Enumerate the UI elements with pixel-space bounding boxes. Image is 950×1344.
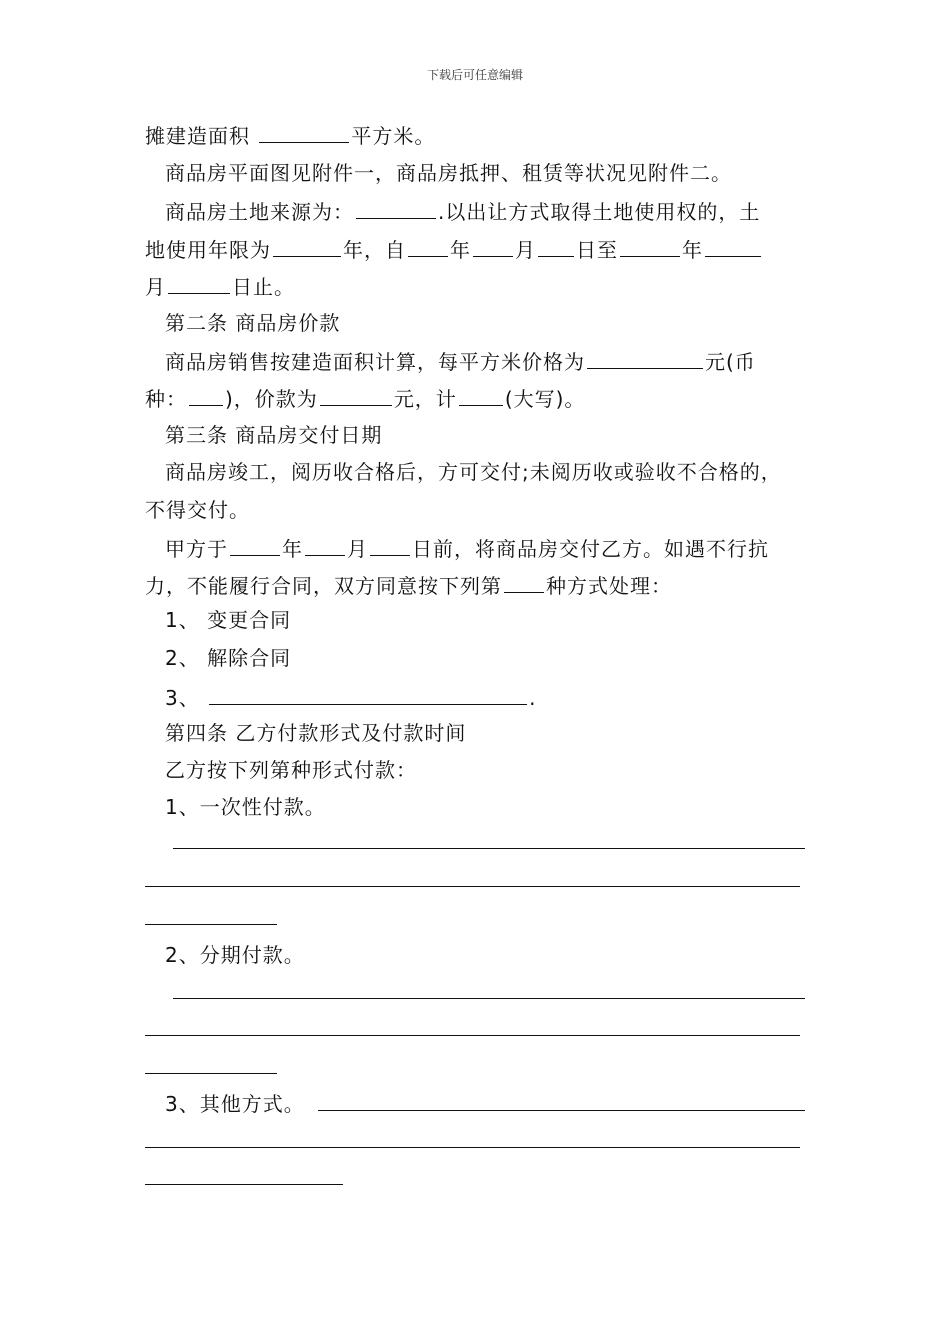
- blank-line[interactable]: [318, 1110, 805, 1111]
- text-line: 商品房竣工，阅历收合格后，方可交付;未阅历收或验收不合格的，: [165, 460, 782, 484]
- text-line: 地使用年限为 年，自 年 月 日至 年: [145, 236, 763, 262]
- blank-line[interactable]: [145, 886, 800, 887]
- blank-line[interactable]: [145, 1035, 800, 1036]
- payment-option: 2、分期付款。: [165, 943, 305, 967]
- blank-field[interactable]: [504, 572, 544, 593]
- text-line: 月 日止。: [145, 275, 295, 299]
- blank-line[interactable]: [145, 1073, 277, 1074]
- blank-line[interactable]: [145, 1184, 343, 1185]
- blank-field[interactable]: [189, 385, 223, 406]
- blank-field[interactable]: [587, 348, 703, 369]
- payment-option: 3、其他方式。: [165, 1092, 305, 1116]
- blank-field[interactable]: [538, 236, 574, 257]
- blank-field[interactable]: [168, 273, 230, 294]
- blank-field[interactable]: [408, 236, 448, 257]
- article-heading: 第二条 商品房价款: [165, 311, 341, 335]
- text-line: 甲方于 年 月 日前，将商品房交付乙方。如遇不行抗: [165, 537, 769, 561]
- blank-field[interactable]: [459, 385, 503, 406]
- text-line: 商品房平面图见附件一，商品房抵押、租赁等状况见附件二。: [165, 161, 732, 185]
- blank-line[interactable]: [173, 848, 805, 849]
- text-line: 种： )，价款为 元，计 (大写)。: [145, 387, 586, 411]
- option-item: 3、 .: [165, 686, 537, 710]
- blank-field[interactable]: [273, 236, 341, 257]
- article-heading: 第四条 乙方付款形式及付款时间: [165, 721, 467, 745]
- blank-line[interactable]: [173, 998, 805, 999]
- blank-field[interactable]: [620, 236, 680, 257]
- blank-field[interactable]: [230, 535, 280, 556]
- article-heading: 第三条 商品房交付日期: [165, 423, 383, 447]
- blank-field[interactable]: [356, 198, 436, 219]
- option-item: 2、 解除合同: [165, 646, 292, 670]
- text-line: 摊建造面积 平方米。: [145, 124, 436, 148]
- payment-option: 1、一次性付款。: [165, 795, 326, 819]
- text-line: 商品房土地来源为： .以出让方式取得土地使用权的，土: [165, 200, 761, 224]
- text-line: 商品房销售按建造面积计算，每平方米价格为 元(币: [165, 350, 756, 374]
- blank-field[interactable]: [259, 122, 349, 143]
- blank-field[interactable]: [320, 385, 392, 406]
- blank-line[interactable]: [145, 1147, 800, 1148]
- text-line: 不得交付。: [145, 498, 250, 522]
- text-line: 乙方按下列第种形式付款：: [165, 758, 417, 782]
- blank-field[interactable]: [705, 236, 761, 257]
- option-item: 1、 变更合同: [165, 608, 292, 632]
- blank-field[interactable]: [209, 684, 527, 705]
- blank-line[interactable]: [145, 924, 277, 925]
- text-line: 力，不能履行合同，双方同意按下列第 种方式处理：: [145, 574, 672, 598]
- blank-field[interactable]: [473, 236, 513, 257]
- page-header: 下载后可任意编辑: [426, 68, 523, 82]
- blank-field[interactable]: [370, 535, 410, 556]
- blank-field[interactable]: [305, 535, 345, 556]
